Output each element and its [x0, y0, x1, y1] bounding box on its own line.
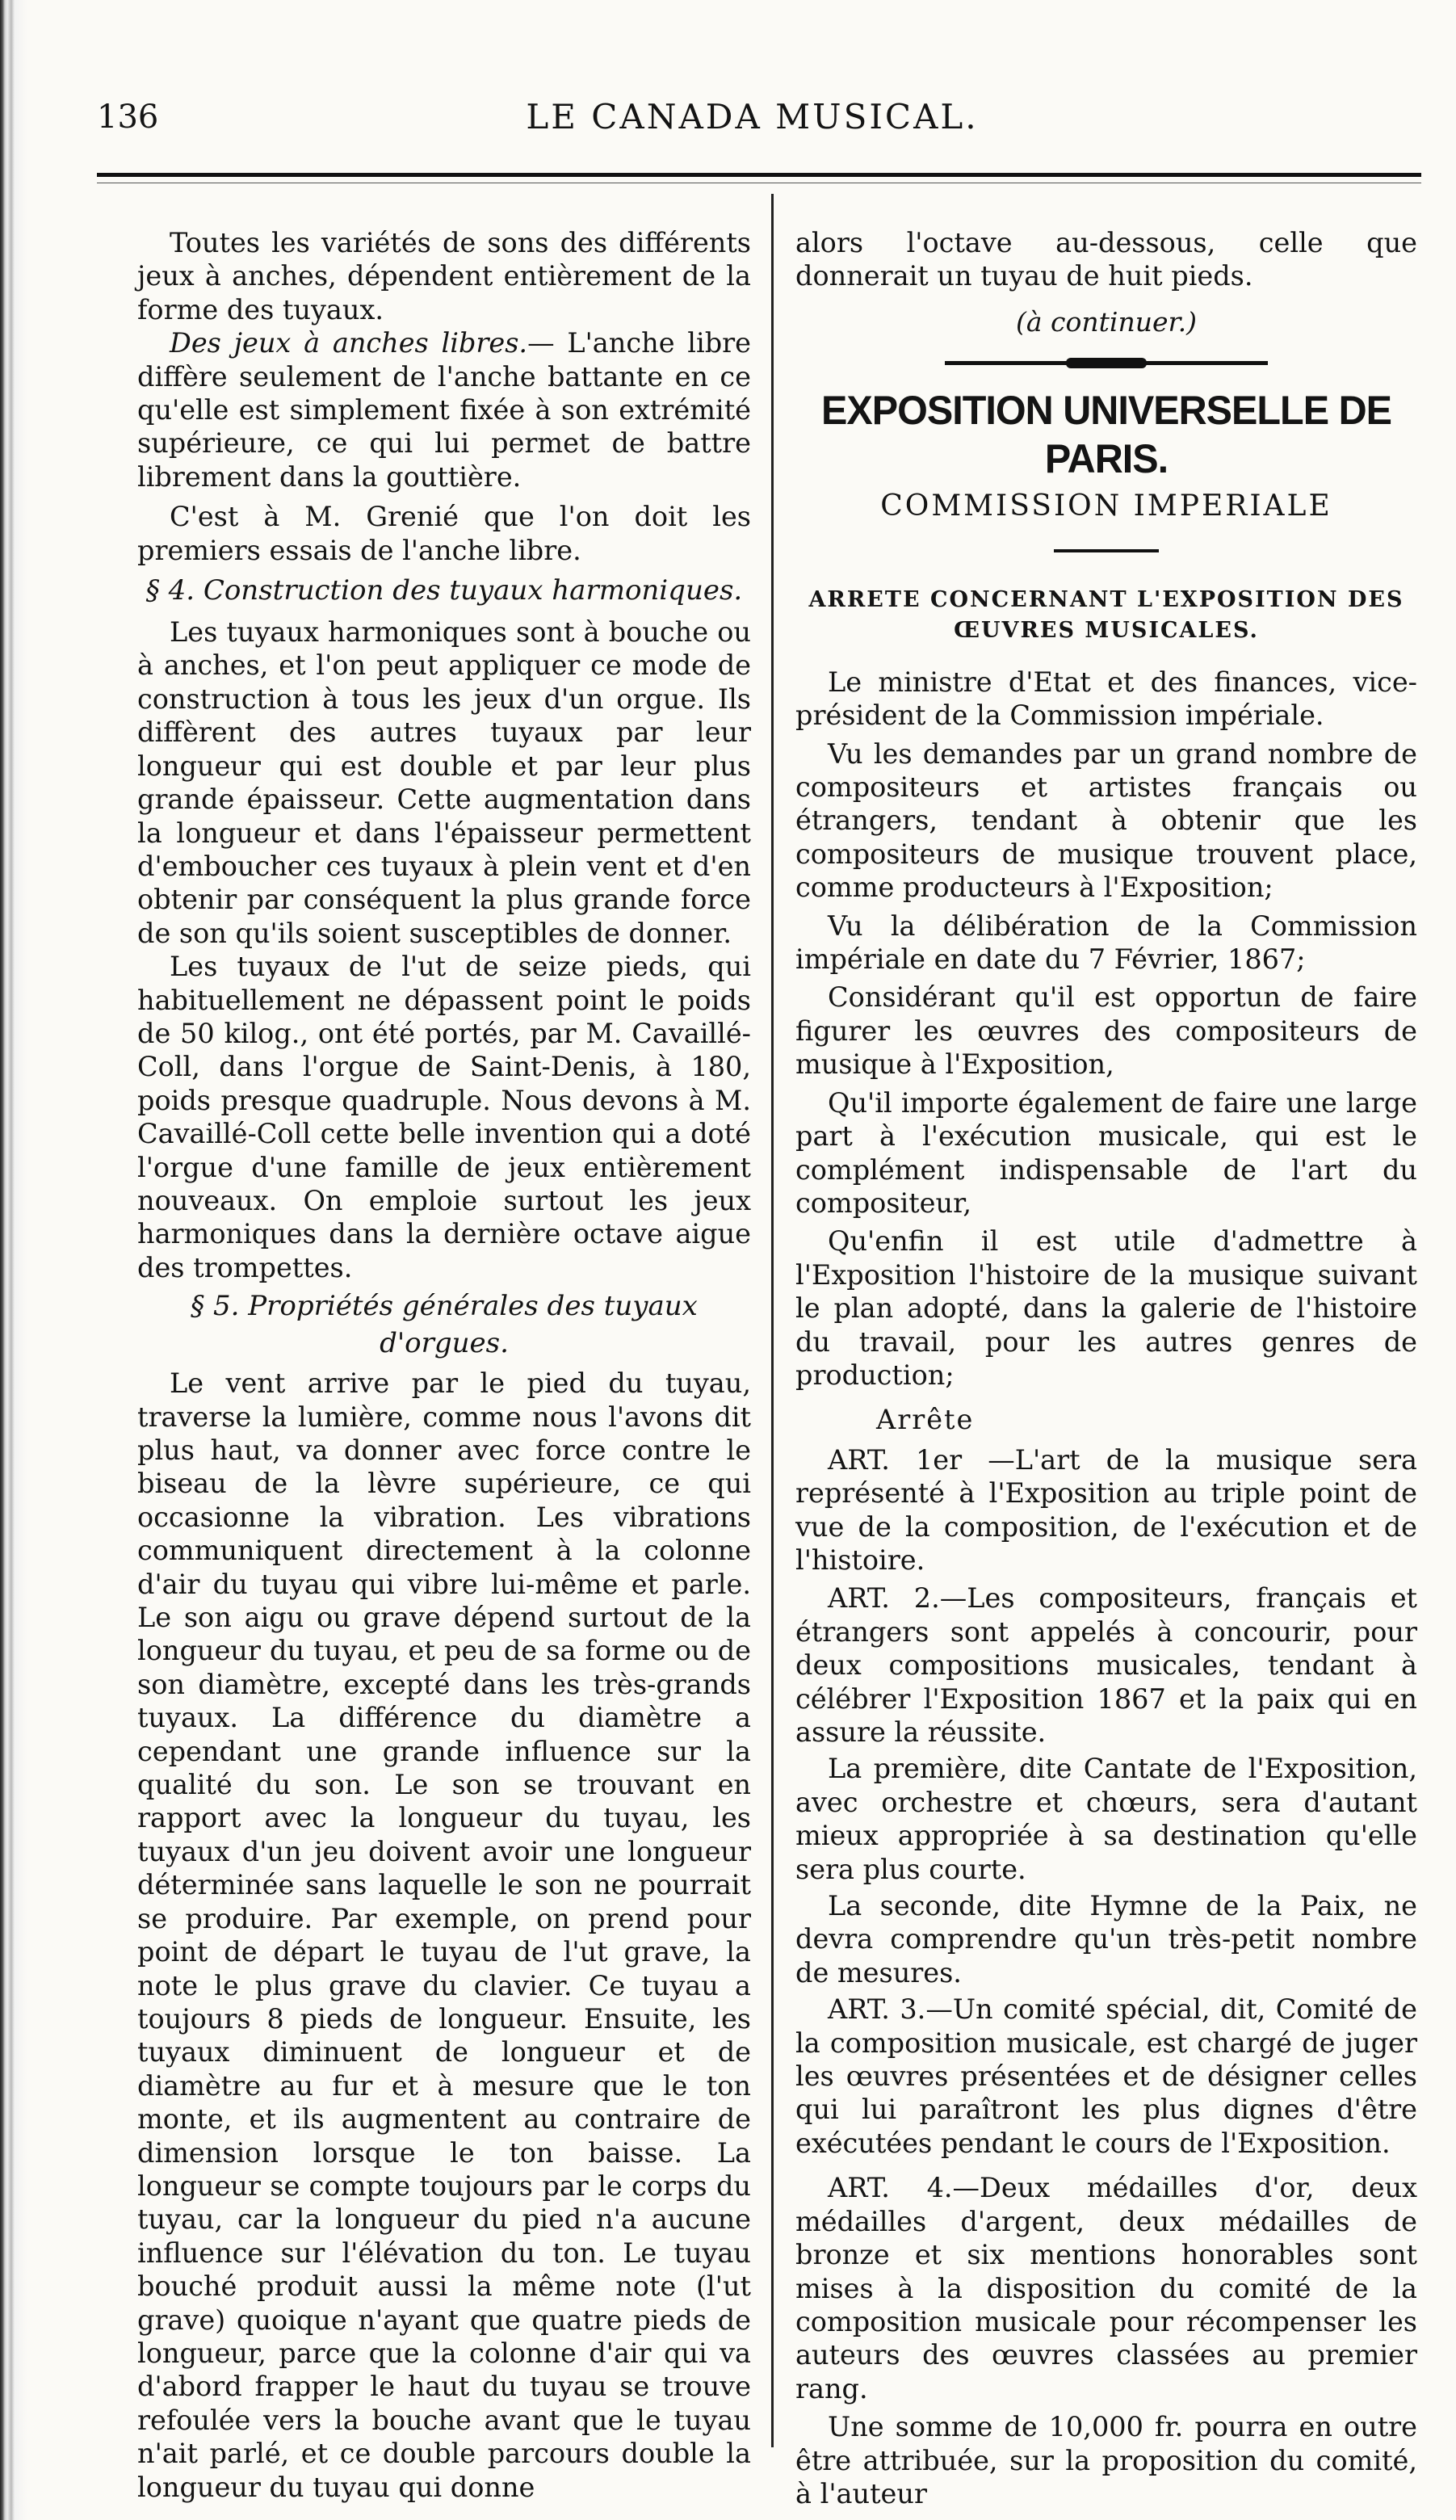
- paragraph-cavaille-coll: Les tuyaux de l'ut de seize pieds, qui habituellement ne dépassent point le poids de 50 kilog., ont été portés, par M. Cavaillé-Coll, dans l'orgue de Saint-Denis, à 180, poids presque quadruple. Nous devons à M. Cavaillé-Coll cette belle invention qui a doté l'orgue d'une famille de jeux entièrement nouveaux. On emploie surtout les jeux harmoniques dans la dernière octave aigue des trompettes.: [137, 951, 751, 1283]
- free-reeds-lead: Des jeux à anches libres.: [170, 327, 528, 359]
- running-title: LE CANADA MUSICAL.: [526, 97, 979, 136]
- paragraph-carryover: alors l'octave au-dessous, celle que donnerait un tuyau de huit pieds.: [795, 227, 1417, 292]
- short-rule: [1054, 549, 1159, 552]
- paragraph-pipe-properties: Le vent arrive par le pied du tuyau, traverse la lumière, comme nous l'avons dit plus haut, va donner avec force contre le biseau de la lèvre supérieure, ce qui occasionne la vibration. Les vibrations communiquent directement à la colonne d'air du tuyau qui vibre lui-même et parle. Le son aigu ou grave dépend surtout de la longueur du tuyau, et peu de sa forme ou de son diamètre, excepté dans les très-grands tuyaux. La différence du diamètre a cependant une grande influence sur la qualité du son. Le son se trouvant en rapport avec la longueur du tuyau, les tuyaux d'un jeu doivent avoir une longueur déterminée sans laquelle le son ne pourrait se produire. Par exemple, on prend pour point de départ le tuyau de l'ut grave, la note le plus grave du clavier. Ce tuyau a toujours 8 pieds de longueur. Ensuite, les tuyaux diminuent de longueur et de diamètre au fur et à mesure que le ton monte, et ils augmentent au contraire de dimension lorsque le ton baisse. La longueur se compte toujours par le corps du tuyau, car la longueur du pied n'a aucune influence sur l'élévation du ton. Le tuyau bouché produit aussi la même note (l'ut grave) quoique n'ayant que quatre pieds de longueur, parce que la colonne d'air qui va d'abord frapper le haut du tuyau se trouve refoulée vers la bouche avant que le tuyau n'ait parlé, et ce double parcours double la longueur du tuyau qui donne: [137, 1367, 751, 2503]
- section-heading-4: § 4. Construction des tuyaux harmoniques.: [145, 574, 743, 607]
- ornamental-rule: [945, 361, 1268, 365]
- exposition-title: EXPOSITION UNIVERSELLE DE PARIS.: [820, 387, 1392, 481]
- left-column: [137, 226, 751, 2504]
- book-binding-edge: [0, 0, 27, 2520]
- commission-subtitle: COMMISSION IMPERIALE: [880, 489, 1332, 523]
- column-divider: [771, 194, 774, 2447]
- paragraph-harmonic-pipes: Les tuyaux harmoniques sont à bouche ou à anches, et l'on peut appliquer ce mode de construction à tous les jeux d'un orgue. Ils diffèrent des autres tuyaux par leur longueur qui est double et par leur plus grande épaisseur. Cette augmentation dans la longueur et dans l'épaisseur permettent d'emboucher ces tuyaux à plein vent et d'en obtenir par conséquent la plus grande force de son qu'ils soient susceptibles de donner.: [137, 616, 751, 949]
- paragraph-sum: Une somme de 10,000 fr. pourra en outre être attribuée, sur la proposition du comité, à l'auteur: [795, 2411, 1417, 2510]
- paragraph-free-reeds: [137, 326, 751, 494]
- free-reeds-text: — L'anche libre diffère seulement de l'anche battante en ce qu'elle est simplement fixée à son extrémité supérieure, ce qui lui permet de battre librement dans la gouttière.: [137, 327, 751, 493]
- article-3: ART. 3.—Un comité spécial, dit, Comité de la composition musicale, est chargé de juger les œuvres présentées et de désigner celles qui lui paraîtront les plus dignes d'être exécutées pendant le cours de l'Exposition.: [795, 1993, 1417, 2159]
- paragraph-grenie: C'est à M. Grenié que l'on doit les premiers essais de l'anche libre.: [137, 501, 751, 566]
- paragraph-minister: Le ministre d'Etat et des finances, vice-président de la Commission impériale.: [795, 666, 1417, 732]
- paragraph-histoire: Qu'enfin il est utile d'admettre à l'Exposition l'histoire de la musique suivant le plan adopté, dans la galerie de l'histoire du travail, pour les autres genres de production;: [795, 1225, 1417, 1391]
- paragraph-hymne: La seconde, dite Hymne de la Paix, ne devra comprendre qu'un très-petit nombre de mesures.: [795, 1890, 1417, 1989]
- paragraph-vu-deliberation: Vu la délibération de la Commission impériale en date du 7 Février, 1867;: [795, 909, 1417, 976]
- to-be-continued: (à continuer.): [1015, 305, 1197, 338]
- article-1: ART. 1er —L'art de la musique sera représenté à l'Exposition au triple point de vue de la composition, de l'exécution et de l'histoire.: [795, 1443, 1417, 1576]
- article-2: ART. 2.—Les compositeurs, français et étrangers sont appelés à concourir, pour deux compositions musicales, tendant à célébrer l'Exposition 1867 et la paix qui en assure la réussite.: [795, 1582, 1417, 1748]
- paragraph-vu-demandes: Vu les demandes par un grand nombre de compositeurs et artistes français ou étrangers, tendant à obtenir que les compositeurs de musique trouvent place, comme producteurs à l'Exposition;: [795, 737, 1417, 904]
- paragraph-reed-varieties: Toutes les variétés de sons des différents jeux à anches, dépendent entièrement de la forme des tuyaux.: [137, 227, 751, 326]
- paragraph-considerant: Considérant qu'il est opportun de faire figurer les œuvres des compositeurs de musique à l'Exposition,: [795, 981, 1417, 1081]
- arrete-heading: ARRETE CONCERNANT L'EXPOSITION DES ŒUVRES MUSICALES.: [808, 586, 1404, 643]
- article-4: ART. 4.—Deux médailles d'or, deux médailles d'argent, deux médailles de bronze et six mentions honorables sont mises à la disposition du comité de la composition musicale pour récompenser les auteurs des œuvres classées au premier rang.: [795, 2172, 1417, 2404]
- page-number: 136: [97, 99, 159, 136]
- paragraph-cantate: La première, dite Cantate de l'Exposition, avec orchestre et chœurs, sera d'autant mieux appropriée à sa destination qu'elle sera plus courte.: [795, 1753, 1417, 1885]
- section-heading-5: § 5. Propriétés générales des tuyaux d'orgues.: [191, 1290, 698, 1360]
- right-column: [795, 226, 1417, 2510]
- paragraph-execution: Qu'il importe également de faire une large part à l'exécution musicale, qui est le complément indispensable de l'art du compositeur,: [795, 1086, 1417, 1219]
- arrete-word: Arrête: [876, 1404, 975, 1436]
- header-rule: [97, 173, 1421, 177]
